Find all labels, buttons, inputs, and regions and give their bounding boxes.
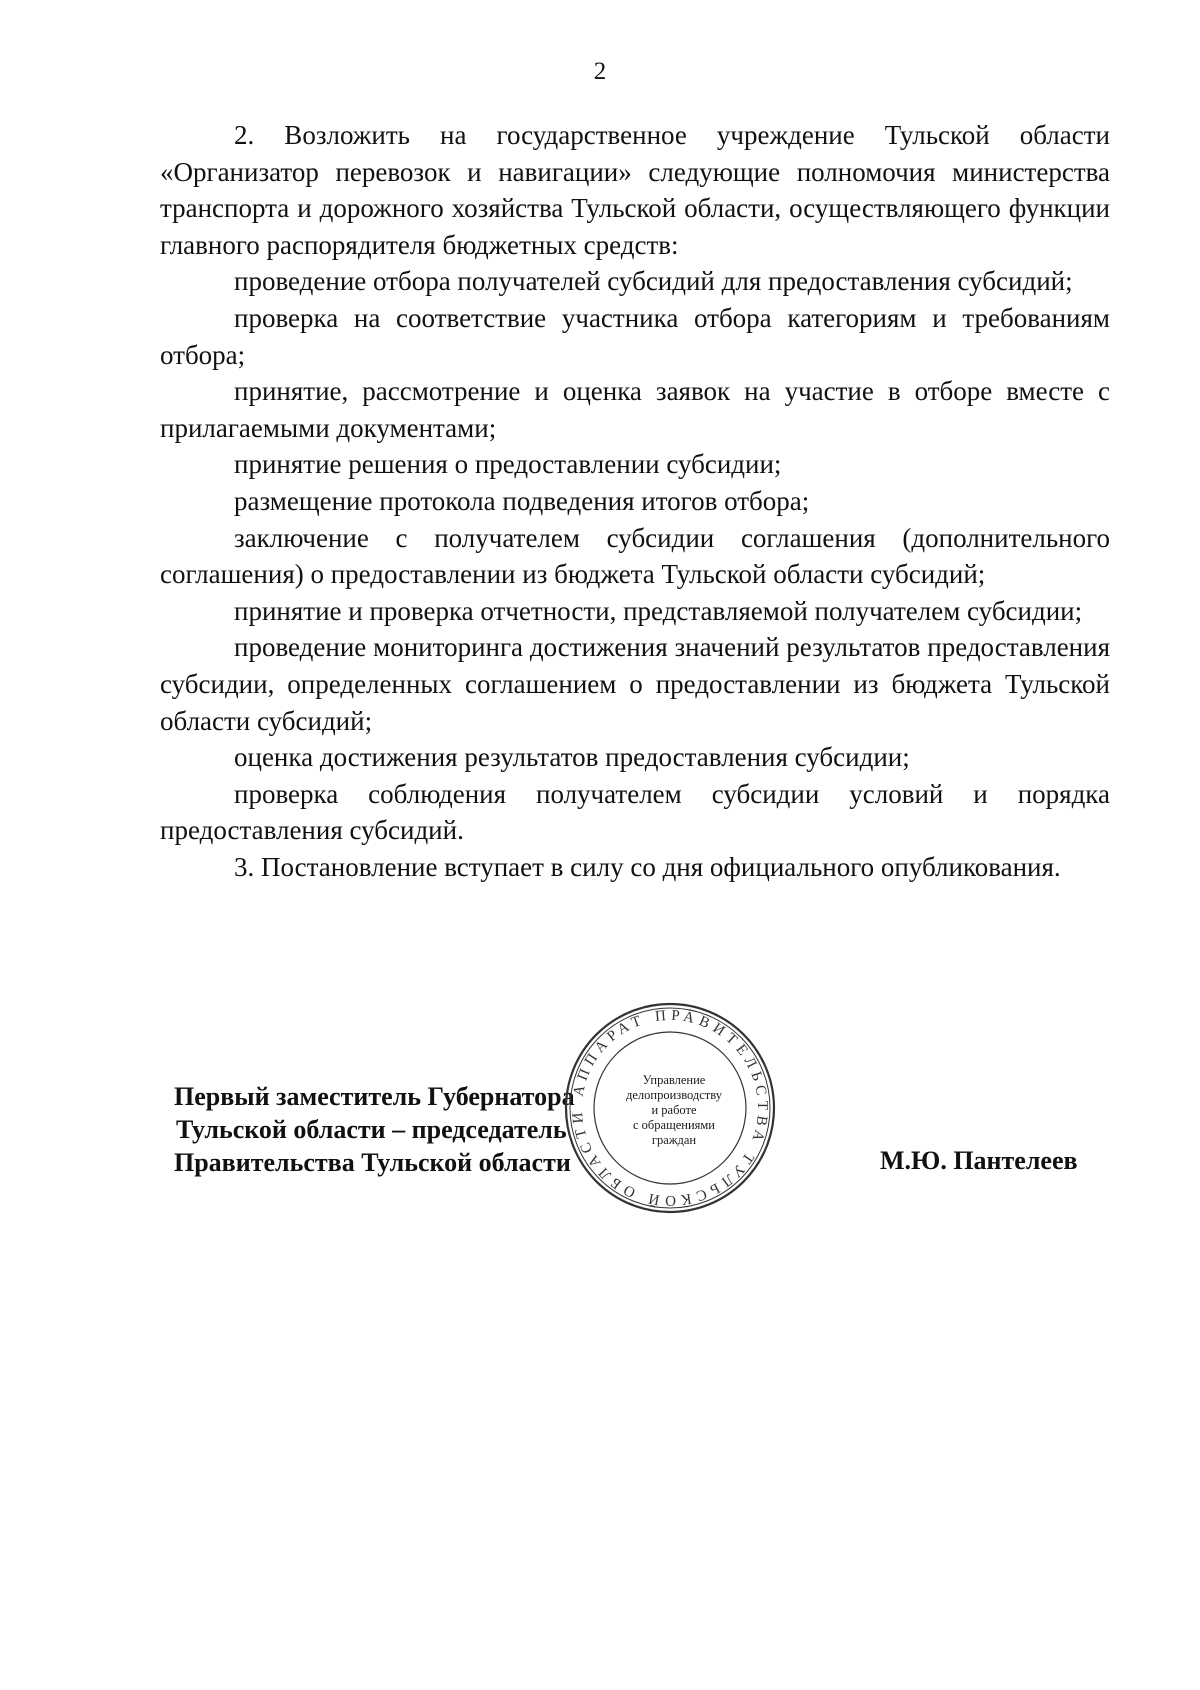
paragraph-item: принятие решения о предоставлении субсидии; [234, 449, 782, 480]
signatory-position-line: Тульской области – председатель [176, 1115, 567, 1144]
document-body [160, 117, 1110, 885]
paragraph-item: размещение протокола подведения итогов отбора; [234, 485, 810, 516]
paragraph-item: проведение мониторинга достижения значений результатов предоставления субсидии, определенных соглашением о предоставлении из бюджета Тульской области субсидий; [160, 632, 1110, 736]
signatory-name: М.Ю. Пантелеев [880, 1146, 1078, 1175]
paragraph-clause-3: 3. Постановление вступает в силу со дня официального опубликования. [234, 851, 1061, 882]
paragraph-item: заключение с получателем субсидии соглашения (дополнительного соглашения) о предоставлении из бюджета Тульской области субсидий; [160, 522, 1110, 590]
stamp-line: и работе [651, 1103, 697, 1117]
signatory-position [174, 1080, 575, 1179]
paragraph-item: проверка соблюдения получателем субсидии условий и порядка предоставления субсидий. [160, 778, 1110, 846]
stamp-line: граждан [651, 1133, 697, 1147]
paragraph-item: проведение отбора получателей субсидий для предоставления субсидий; [234, 266, 1073, 297]
stamp-line: Управление [642, 1073, 706, 1087]
stamp-line: с обращениями [633, 1118, 715, 1132]
paragraph-item: оценка достижения результатов предоставления субсидии; [234, 742, 910, 773]
stamp-ring-text: АППАРАТ ПРАВИТЕЛЬСТВА ТУЛЬСКОЙ ОБЛАСТИ [569, 1007, 771, 1209]
paragraph-clause-2: 2. Возложить на государственное учреждение Тульской области «Организатор перевозок и навигации» следующие полномочия министерства транспорта и дорожного хозяйства Тульской области, осуществляющего функции главного распорядителя бюджетных средств: [160, 120, 1110, 260]
paragraph-item: принятие и проверка отчетности, представляемой получателем субсидии; [234, 595, 1083, 626]
signatory-position-line: Правительства Тульской области [174, 1148, 571, 1177]
paragraph-item: проверка на соответствие участника отбора категориям и требованиям отбора; [160, 302, 1110, 370]
page-number: 2 [593, 58, 607, 85]
signatory-position-line: Первый заместитель Губернатора [174, 1082, 575, 1111]
stamp-center-text [598, 1073, 750, 1148]
stamp-line: делопроизводству [625, 1088, 722, 1102]
paragraph-item: принятие, рассмотрение и оценка заявок на участие в отборе вместе с прилагаемыми документами; [160, 376, 1110, 443]
